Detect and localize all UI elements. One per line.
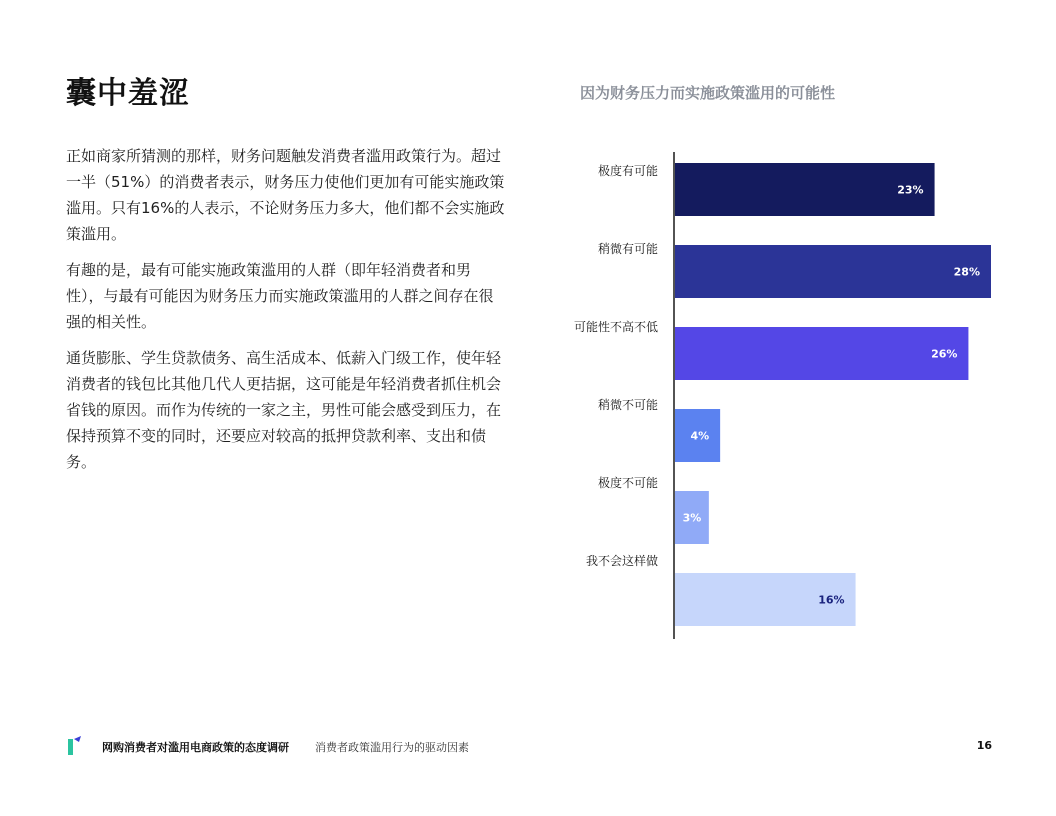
paragraph-3: 通货膨胀、学生贷款债务、高生活成本、低薪入门级工作，使年轻消费者的钱包比其他几代人更拮据，这可能是年轻消费者抓住机会省钱的原因。而作为传统的一家之主，男性可能会感受到压力，在保持预算不变的同时，还要应对较高的抵押贷款利率、支出和债务。 (66, 349, 502, 471)
category-label: 稍微有可能 (597, 242, 658, 256)
value-label: 23% (897, 183, 924, 197)
brand-logo-icon (66, 734, 86, 758)
value-label: 26% (931, 347, 958, 361)
value-label: 4% (690, 429, 710, 443)
bar (675, 163, 935, 216)
category-label: 可能性不高不低 (573, 320, 658, 334)
body-text (66, 143, 506, 485)
value-label: 16% (818, 593, 845, 607)
bar (675, 327, 968, 380)
page-number: 16 (976, 739, 992, 752)
bar-chart (560, 150, 1000, 654)
paragraph-2: 有趣的是，最有可能实施政策滥用的人群（即年轻消费者和男性），与最有可能因为财务压力而实施政策滥用的人群之间存在很强的相关性。 (66, 261, 494, 331)
footer (66, 734, 992, 758)
value-label: 3% (682, 511, 702, 525)
category-label: 我不会这样做 (585, 554, 658, 568)
paragraph-1: 正如商家所猜测的那样，财务问题触发消费者滥用政策行为。超过一半（51%）的消费者表示，财务压力使他们更加有可能实施政策滥用。只有16%的人表示，不论财务压力多大，他们都不会实施政策滥用。 (66, 147, 505, 243)
page-heading: 囊中羞涩 (66, 76, 190, 111)
category-label: 稍微不可能 (597, 398, 658, 412)
footer-report-title: 网购消费者对滥用电商政策的态度调研 (102, 741, 289, 754)
chart-title: 因为财务压力而实施政策滥用的可能性 (580, 84, 836, 102)
value-label: 28% (953, 265, 980, 279)
bar-chart-svg (560, 150, 1000, 650)
category-label: 极度有可能 (597, 164, 658, 178)
bar (675, 245, 991, 298)
footer-section: 消费者政策滥用行为的驱动因素 (315, 741, 469, 754)
category-label: 极度不可能 (597, 476, 658, 490)
